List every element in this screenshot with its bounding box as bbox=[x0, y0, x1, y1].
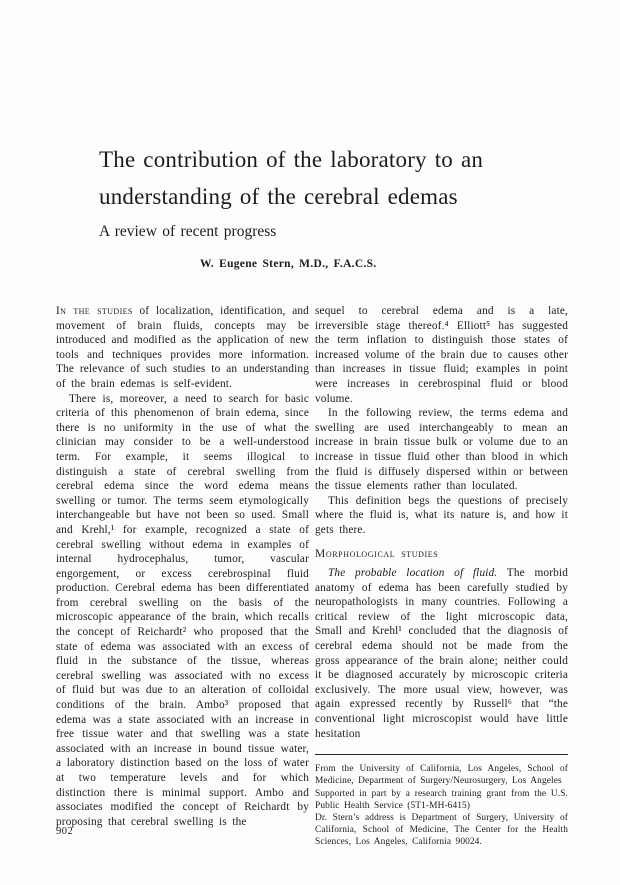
footnote-affiliation: From the University of California, Los Angeles, School of Medicine, Department of Surgery/Neurosurgery, Los Angeles bbox=[315, 764, 568, 787]
paragraph-intro-text: of localization, identification, and movement of brain fluids, concepts may be introduced and modified as the application of new tools and techniques provides more information. The relevance of such studies to an understanding of the brain edemas is self-evident. bbox=[56, 305, 309, 390]
title-block bbox=[99, 141, 571, 270]
small-caps-lead: In the studies bbox=[56, 305, 133, 317]
footnote-rule bbox=[315, 754, 568, 755]
page-title: The contribution of the laboratory to an understanding of the cerebral edemas bbox=[99, 147, 484, 209]
footnote-support: Supported in part by a research training grant from the U.S. Public Health Service (5T1-MH-6415) bbox=[315, 788, 568, 811]
paragraph-terminology: There is, moreover, a need to search for basic criteria of this phenomenon of brain edema, since there is no uniformity in the use of what the clinician may consider to be a well-understood term. For example, it seems illogical to distinguish a state of cerebral swelling from cerebral edema since the word edema means swelling or tumor. The terms seem etymologically interchangeable but have not been so used. Small and Krehl,¹ for example, recognized a state of cerebral swelling without edema in examples of internal hydrocephalus, tumor, vascular engorgement, or excess cerebrospinal fluid production. Cerebral edema has been differentiated from cerebral swelling on the basis of the microscopic appearance of the brain, which recalls the concept of Reichardt² who proposed that the state of edema was associated with an excess of fluid in the substance of the tissue, whereas cerebral swelling was associated with no excess of fluid but was due to an alteration of colloidal conditions of the brain. Ambo³ proposed that edema was a state associated with an increase in free tissue water and that swelling was a state associated with an increase in bound tissue water, a laboratory distinction based on the loss of water at two temperature levels and for which distinction there is minimal support. Ambo and associates modified the concept of Reichardt by proposing that cerebral swelling is the bbox=[56, 392, 309, 828]
section-heading-morphological-studies: Morphological studies bbox=[315, 547, 439, 560]
article-subtitle: A review of recent progress bbox=[99, 223, 277, 240]
italic-lead: The probable location of fluid. bbox=[328, 567, 498, 580]
paragraph-definition-questions: This definition begs the questions of precisely where the fluid is, what its nature is, and how it gets there. bbox=[315, 494, 568, 536]
body-column-right bbox=[315, 304, 568, 849]
paragraph-sequel: sequel to cerebral edema and is a late, irreversible stage thereof.⁴ Elliott⁵ has suggested the term inflation to distinguish those states of increased volume of the brain due to causes other than increases in tissue fluid; examples in point were increases in cerebrospinal fluid or blood volume. bbox=[315, 305, 568, 405]
paragraph-probable-location-text: The morbid anatomy of edema has been carefully studied by neuropathologists in many countries. Following a critical review of the light microscopic data, Small and Krehl¹ concluded that the diagnosis of cerebral edema should not be made from the gross appearance of the brain alone; neither could it be diagnosed accurately by microscopic criteria exclusively. The more usual view, however, was again expressed recently by Russell⁶ that “the conventional light microscopist would have little hesitation bbox=[315, 567, 568, 740]
body-columns bbox=[56, 304, 568, 849]
body-column-left bbox=[56, 304, 309, 849]
author-byline: W. Eugene Stern, M.D., F.A.C.S. bbox=[200, 258, 377, 270]
paragraph-review-definition: In the following review, the terms edema and swelling are used interchangeably to mean an increase in brain tissue bulk or volume due to an increase in tissue fluid other than blood in which the fluid is diffusely dispersed within or between the tissue elements rather than loculated. bbox=[315, 407, 568, 493]
footnote-address: Dr. Stern’s address is Department of Surgery, University of California, School of Medicine, The Center for the Health Sciences, Los Angeles, California 90024. bbox=[315, 813, 568, 848]
paragraph-intro bbox=[56, 304, 309, 392]
page-number: 902 bbox=[56, 826, 74, 837]
footnote-block bbox=[315, 754, 568, 848]
paragraph-probable-location bbox=[315, 566, 568, 741]
